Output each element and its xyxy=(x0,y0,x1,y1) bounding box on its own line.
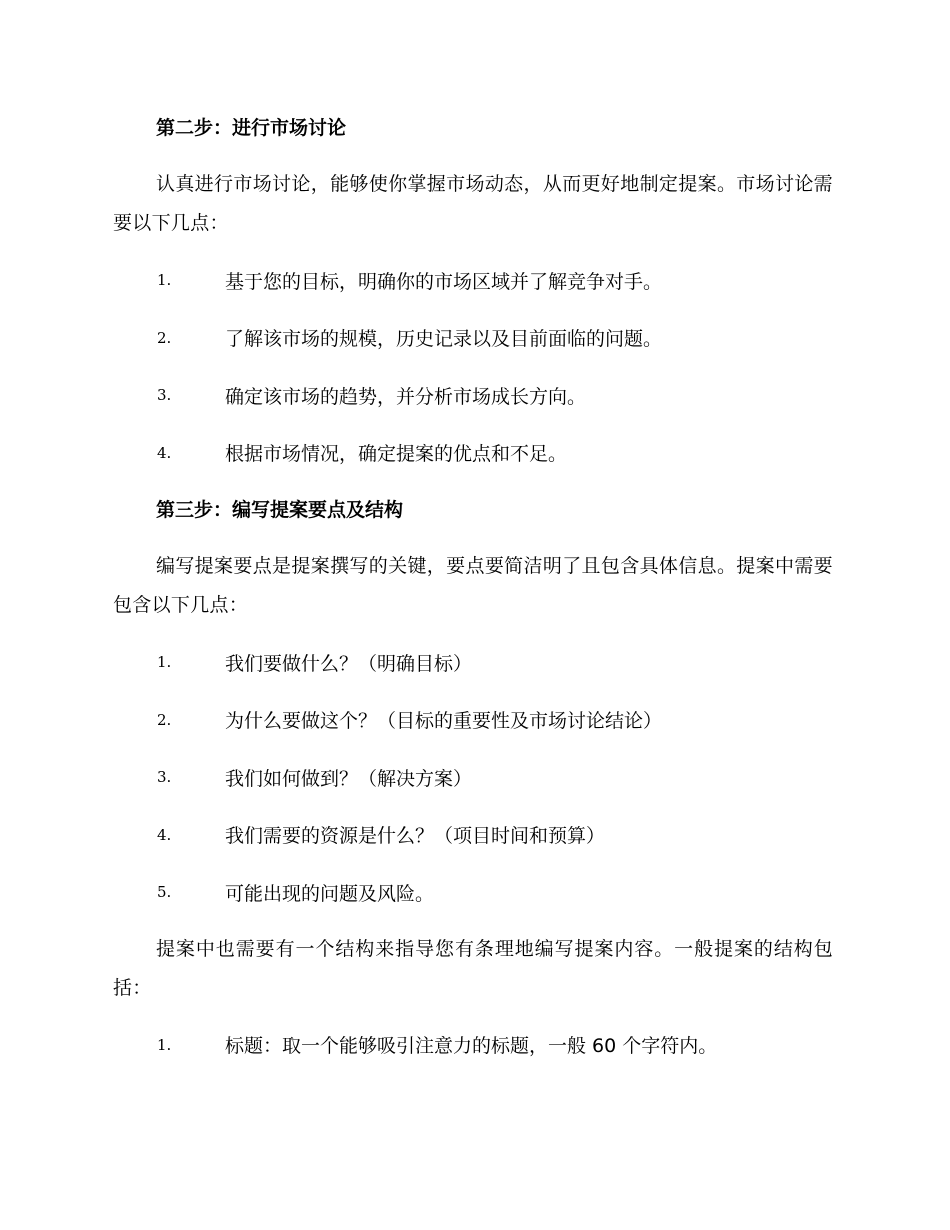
list-item xyxy=(113,642,833,682)
step2-intro-paragraph: 认真进行市场讨论，能够使你掌握市场动态，从而更好地制定提案。市场讨论需要以下几点： xyxy=(113,173,833,234)
list-item-number: 2. xyxy=(157,710,172,729)
structure-intro-paragraph: 提案中也需要有一个结构来指导您有条理地编写提案内容。一般提案的结构包括： xyxy=(113,937,833,999)
list-item-text: 我们要做什么？（明确目标） xyxy=(225,652,473,675)
list-item xyxy=(113,433,833,473)
list-item-number: 3. xyxy=(157,768,172,786)
list-item-text: 确定该市场的趋势，并分析市场成长方向。 xyxy=(225,385,587,408)
list-item-text: 基于您的目标，明确你的市场区域并了解竞争对手。 xyxy=(225,270,663,293)
list-item xyxy=(113,700,833,740)
step3-intro-paragraph: 编写提案要点是提案撰写的关键，要点要简洁明了且包含具体信息。提案中需要包含以下几点： xyxy=(113,555,833,616)
section-heading-step2: 第二步：进行市场讨论 xyxy=(156,117,347,139)
list-item xyxy=(113,815,833,855)
list-item-text: 标题：取一个能够吸引注意力的标题，一般 60 个字符内。 xyxy=(225,1035,718,1057)
list-item xyxy=(113,872,833,912)
list-item xyxy=(113,757,833,797)
structure-list xyxy=(113,1025,833,1065)
list-item-text: 了解该市场的规模，历史记录以及目前面临的问题。 xyxy=(225,328,663,350)
list-item-number: 3. xyxy=(157,386,172,404)
document-page xyxy=(113,108,833,1082)
list-item-number: 1. xyxy=(157,653,172,671)
list-item xyxy=(113,1025,833,1065)
list-item-number: 4. xyxy=(157,825,172,844)
step2-list xyxy=(113,260,833,473)
list-item-number: 1. xyxy=(157,1035,172,1054)
list-item-number: 1. xyxy=(157,271,172,289)
list-item-number: 5. xyxy=(157,883,172,901)
list-item-number: 4. xyxy=(157,443,172,462)
list-item xyxy=(113,375,833,415)
list-item xyxy=(113,260,833,300)
list-item-text: 我们如何做到？（解决方案） xyxy=(225,767,473,790)
list-item xyxy=(113,318,833,358)
step3-list xyxy=(113,642,833,912)
section-heading-step3: 第三步：编写提案要点及结构 xyxy=(156,499,404,521)
list-item-text: 我们需要的资源是什么？（项目时间和预算） xyxy=(225,825,606,847)
list-item-text: 为什么要做这个？（目标的重要性及市场讨论结论） xyxy=(225,710,663,732)
list-item-number: 2. xyxy=(157,328,172,347)
list-item-text: 可能出现的问题及风险。 xyxy=(225,882,435,905)
list-item-text: 根据市场情况，确定提案的优点和不足。 xyxy=(225,443,568,465)
